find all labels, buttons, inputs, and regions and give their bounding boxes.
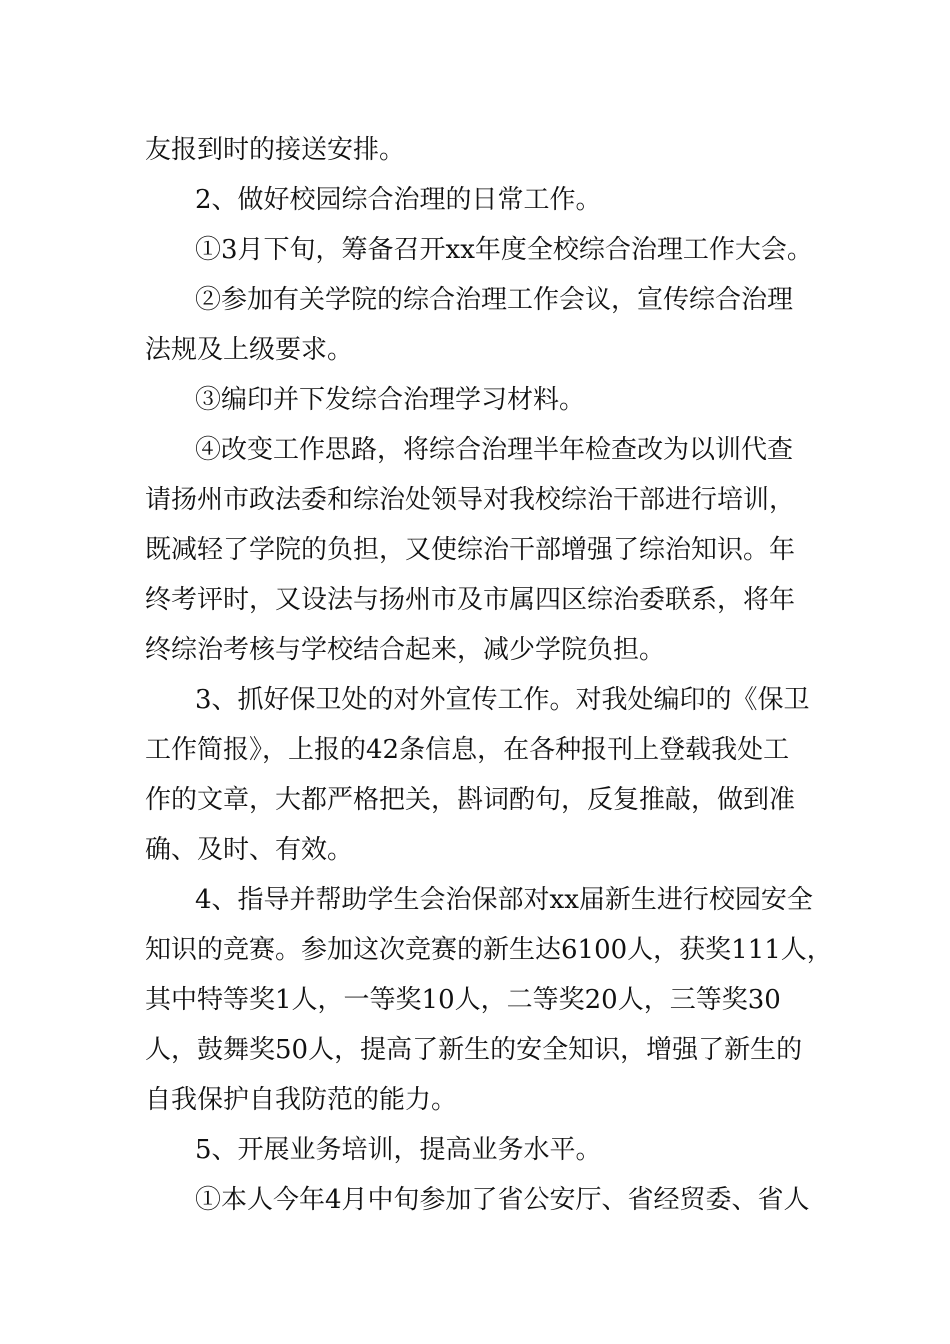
text-line: ①本人今年4月中旬参加了省公安厅、省经贸委、省人 xyxy=(195,1185,810,1215)
text-line: 终考评时，又设法与扬州市及市属四区综治委联系，将年 xyxy=(145,585,796,615)
text-line: 确、及时、有效。 xyxy=(145,835,354,865)
text-line: 终综治考核与学校结合起来，减少学院负担。 xyxy=(145,635,666,665)
text-line: 既减轻了学院的负担，又使综治干部增强了综治知识。年 xyxy=(145,535,796,565)
text-line: 法规及上级要求。 xyxy=(145,335,354,365)
text-line: 4、指导并帮助学生会治保部对xx届新生进行校园安全 xyxy=(195,885,813,915)
text-line: 工作简报》，上报的42条信息，在各种报刊上登载我处工 xyxy=(145,735,790,765)
text-line: ④改变工作思路，将综合治理半年检查改为以训代查 xyxy=(195,435,794,465)
text-line: 其中特等奖1人，一等奖10人，二等奖20人，三等奖30 xyxy=(145,985,781,1015)
text-line: 5、开展业务培训，提高业务水平。 xyxy=(195,1135,602,1165)
text-line: 3、抓好保卫处的对外宣传工作。对我处编印的《保卫 xyxy=(195,685,810,715)
text-line: ①3月下旬，筹备召开xx年度全校综合治理工作大会。 xyxy=(195,235,813,265)
text-line: 知识的竞赛。参加这次竞赛的新生达6100人，获奖111人， xyxy=(145,935,833,965)
text-line: ②参加有关学院的综合治理工作会议，宣传综合治理 xyxy=(195,285,794,315)
text-line: 友报到时的接送安排。 xyxy=(145,135,406,165)
text-line: ③编印并下发综合治理学习材料。 xyxy=(195,385,586,415)
text-line: 人，鼓舞奖50人，提高了新生的安全知识，增强了新生的 xyxy=(145,1035,803,1065)
text-line: 自我保护自我防范的能力。 xyxy=(145,1085,458,1115)
text-line: 作的文章，大都严格把关，斟词酌句，反复推敲，做到准 xyxy=(145,785,796,815)
text-line: 2、做好校园综合治理的日常工作。 xyxy=(195,185,602,215)
text-line: 请扬州市政法委和综治处领导对我校综治干部进行培训， xyxy=(145,485,796,515)
